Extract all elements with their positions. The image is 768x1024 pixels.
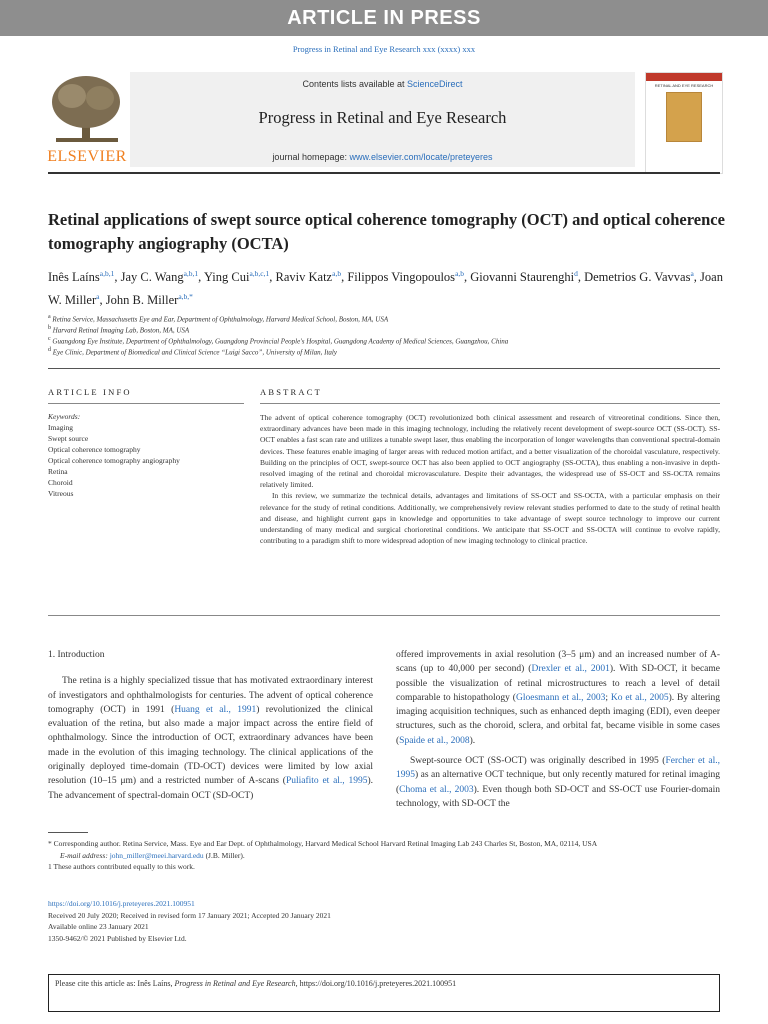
available-online: Available online 23 January 2021	[48, 922, 149, 931]
citation-link[interactable]: Huang et al., 1991	[174, 704, 257, 715]
author-name[interactable]: Ying Cui	[203, 270, 250, 285]
author-list: Inês Laíns$^{a,b,1}$, Jay C. Wang$^{a,b,1}$, Ying Cui$^{a,b,c,1}$, Raviv Katz$^{a,b}$, Filippos Vingopoulos$^{a,b}$, Giovanni Staurenghi$^d$, Demetrios G. Vavvas$^a$, Joan W. Miller$^a$, John B. Miller$^{a,b,*}$	[48, 269, 723, 308]
cover-title: RETINAL AND EYE RESEARCH	[654, 83, 714, 88]
publication-info	[48, 898, 728, 944]
doi-link[interactable]: https://doi.org/10.1016/j.preteyeres.2021.100951	[48, 899, 195, 908]
citation-link[interactable]: Drexler et al., 2001	[531, 664, 610, 675]
intro-paragraph-continued: offered improvements in axial resolution (3–5 μm) and an increased number of A-scans (up to 40,000 per second) (Drexler et al., 2001). With SD-OCT, it became possible the visualization of retinal microstructures to reach a level of detail comparable to histopathology (Gloesmann et al., 2003; Ko et al., 2005). By altering imaging acquisition techniques, such as enhanced depth imaging (EDI), even deeper structures, such as the choroid, sclera, and orbital fat, became visible in some cases (Spaide et al., 2008).	[396, 650, 721, 746]
author-name[interactable]: Filippos Vingopoulos	[347, 270, 456, 285]
keyword: Imaging	[48, 423, 73, 432]
author-name[interactable]: Inês Laíns	[48, 270, 100, 285]
citation-link[interactable]: Choma et al., 2003	[399, 784, 474, 795]
intro-paragraph: The retina is a highly specialized tissue that has motivated extraordinary interest of investigators and ophthalmologists for centuries. The advent of optical coherence tomography (OCT) in 1991 (Huang et al., 1991) revolutionized the clinical evaluation of the retina, but also made a major impact across the entire field of ophthalmology. Since the introduction of OCT, extraordinary advances have been made in the evolution of this imaging technology. The clinical applications of the originally deployed time-domain (TD-OCT) devices were limited by low axial resolution (10–15 μm) and a restricted number of A-scans (Puliafito et al., 1995). The advancement of spectral-domain OCT (SD-OCT)	[48, 676, 373, 801]
homepage-line: journal homepage: www.elsevier.com/locate/preteyeres	[272, 152, 493, 162]
affiliation-a: $^a$ Retina Service, Massachusetts Eye and Ear, Department of Ophthalmology, Harvard Medical School, Boston, MA, USA	[48, 314, 389, 324]
email-link[interactable]: john_miller@meei.harvard.edu	[109, 850, 204, 860]
author-affiliation-marker[interactable]: a,b,c,1	[249, 269, 270, 278]
abstract-heading: ABSTRACT	[260, 387, 322, 397]
copyright: 1350-9462/© 2021 Published by Elsevier Ltd.	[48, 933, 187, 943]
citation-link[interactable]: Spaide et al., 2008	[399, 735, 470, 746]
author-affiliation-marker[interactable]: a,b	[332, 269, 342, 278]
elsevier-wordmark: ELSEVIER	[47, 148, 127, 165]
corresponding-author-note: * Corresponding author. Retina Service, Mass. Eye and Ear Dept. of Ophthalmology, Harvard Medical School Harvard Retinal Imaging Lab 243 Charles St, Boston, MA, 02114, USA	[48, 839, 598, 848]
author-name[interactable]: Demetrios G. Vavvas	[584, 270, 691, 285]
article-info-heading: ARTICLE INFO	[48, 387, 132, 397]
keyword: Optical coherence tomography	[48, 445, 141, 454]
section-heading-introduction: 1. Introduction	[48, 650, 105, 660]
keywords-block	[48, 411, 180, 499]
sciencedirect-link[interactable]: ScienceDirect	[407, 79, 463, 89]
contents-line: Contents lists available at ScienceDirect	[302, 79, 463, 89]
author-affiliation-marker[interactable]: a	[690, 269, 694, 278]
citation-link[interactable]: Fercher et al., 1995	[396, 756, 720, 781]
keyword: Swept source	[48, 434, 89, 443]
cover-top-band	[646, 73, 722, 81]
author-name[interactable]: Jay C. Wang	[120, 270, 184, 285]
citation-link[interactable]: Ko et al., 2005	[610, 692, 669, 703]
citation-link[interactable]: Gloesmann et al., 2003	[515, 692, 606, 703]
author-affiliation-marker[interactable]: a,b,1	[183, 269, 199, 278]
cover-image	[666, 92, 702, 142]
right-column	[396, 648, 720, 811]
keyword: Choroid	[48, 478, 73, 487]
intro-paragraph: Swept-source OCT (SS-OCT) was originally described in 1995 (Fercher et al., 1995) as an alternative OCT technique, but only recently matured for retinal imaging (Choma et al., 2003). Even though both SD-OCT and SS-OCT use Fourier-domain technology, with SD-OCT the	[396, 756, 720, 809]
abstract-paragraph: In this review, we summarize the technical details, advantages and limitations of SS-OCT and SS-OCTA, with a particular emphasis on their relevance for the study of retinal conditions. Additionally, we comprehensively review relevant studies performed to date to the study of retinal health and disease, and highlight current gaps in knowledge and opportunities to take advantage of swept source technology to improve our current understanding of many medical and surgical chorioretinal conditions. We anticipate that SS-OCT and SS-OCTA will continue to evolve rapidly, contributing to a paradigm shift to more widespread adoption of new imaging technology to clinical practice.	[260, 491, 720, 546]
email-note: E-mail address: john_miller@meei.harvard.edu (J.B. Miller).	[60, 850, 245, 860]
author-name[interactable]: Raviv Katz	[275, 270, 333, 285]
author-name[interactable]: Giovanni Staurenghi	[470, 270, 575, 285]
author-affiliation-marker[interactable]: a	[96, 292, 100, 302]
abstract-bottom-rule	[48, 615, 720, 616]
footnotes	[48, 838, 728, 873]
received-dates: Received 20 July 2020; Received in revised form 17 January 2021; Accepted 20 January 2021	[48, 910, 331, 920]
affiliation-c: $^c$ Guangdong Eye Institute, Department of Ophthalmology, Guangdong Provincial People's Hospital, Guangdong Academy of Medical Sciences, Guangzhou, China	[48, 336, 509, 346]
keyword: Retina	[48, 467, 68, 476]
journal-title: Progress in Retinal and Eye Research	[258, 108, 507, 127]
author-name[interactable]: Joan W. Miller	[48, 270, 723, 308]
affil-rule	[48, 368, 720, 369]
affiliation-b: $^b$ Harvard Retinal Imaging Lab, Boston, MA, USA	[48, 325, 190, 335]
author-affiliation-marker[interactable]: d	[574, 269, 578, 278]
author-name[interactable]: John B. Miller	[105, 293, 179, 308]
article-info-rule	[48, 403, 244, 404]
keywords-label: Keywords:	[48, 412, 81, 421]
author-affiliation-marker[interactable]: a,b	[455, 269, 465, 278]
header-rule	[48, 172, 720, 174]
affiliation-d: $^d$ Eye Clinic, Department of Biomedical and Clinical Science “Luigi Sacco”, University of Milan, Italy	[48, 347, 337, 357]
keyword: Optical coherence tomography angiography	[48, 456, 180, 465]
footnote-rule	[48, 832, 88, 833]
journal-reference-link[interactable]: Progress in Retinal and Eye Research xxx (xxxx) xxx	[292, 44, 476, 54]
homepage-link[interactable]: www.elsevier.com/locate/preteyeres	[349, 152, 493, 162]
equal-contribution-note: 1 These authors contributed equally to this work.	[48, 862, 195, 871]
keyword: Vitreous	[48, 489, 74, 498]
abstract-text	[260, 412, 720, 546]
left-column	[48, 648, 373, 803]
abstract-paragraph: The advent of optical coherence tomography (OCT) revolutionized both clinical assessment and research of vitreoretinal conditions. Since then, extraordinary advances have been made in this imaging technology, including the relatively recent development of swept-source OCT (SS-OCT). SS-OCT enables a fast scan rate and utilizes a tunable swept laser, thus enabling the incorporation of longer wavelengths than conventional spectral-domain devices. These features enable imaging of larger areas with reduced motion artifact, and a better visualization of the choroidal vasculature, respectively. Building on the principles of OCT, swept-source OCT has also been applied to OCT angiography (SS-OCTA), thus enabling a non-invasive in depth-resolved imaging of the retinal and choroidal microvasculature. Despite their advantages, the widespread use of SS-OCT and SS-OCTA remains relatively limited.	[260, 413, 720, 490]
abstract-rule	[260, 403, 720, 404]
citation-box: Please cite this article as: Inês Laíns, Progress in Retinal and Eye Research, https://doi.org/10.1016/j.preteyeres.2021.100951	[48, 974, 720, 1012]
citation-link[interactable]: Puliafito et al., 1995	[285, 776, 368, 787]
author-affiliation-marker[interactable]: a,b,1	[99, 269, 115, 278]
journal-cover-thumbnail[interactable]	[645, 72, 723, 174]
article-title: Retinal applications of swept source optical coherence tomography (OCT) and optical coherence tomography angiography (OCTA)	[48, 210, 725, 253]
article-in-press-banner: ARTICLE IN PRESS	[0, 0, 768, 36]
author-affiliation-marker[interactable]: a,b,*	[178, 292, 193, 302]
